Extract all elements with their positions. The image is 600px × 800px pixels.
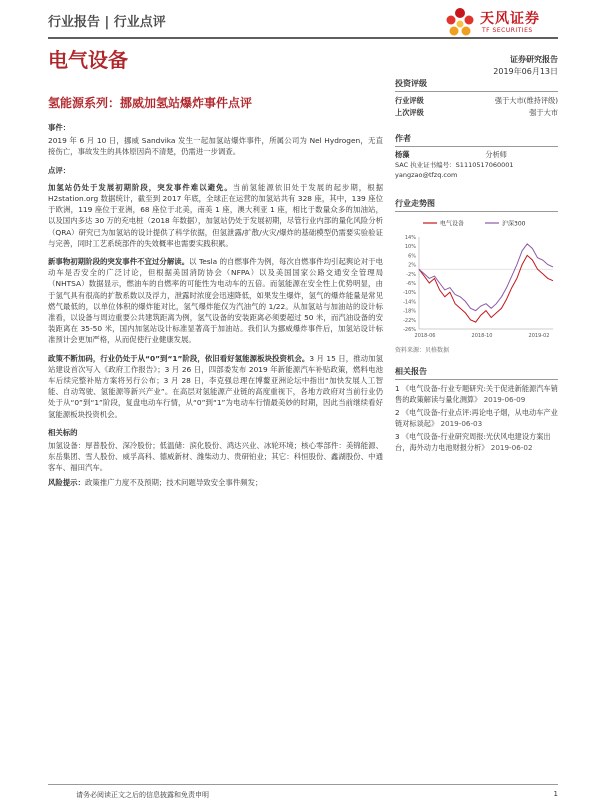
y-tick-label: -18% [403,308,416,315]
paragraph-1-lead: 加氢站仍处于发展初期阶段，突发事件难以避免。 [48,182,233,192]
report-date: 2019年06月13日 [493,67,558,76]
footer-disclaimer: 请务必阅读正文之后的信息披露和免责申明 [76,791,209,799]
rating-heading: 投资评级 [395,78,558,92]
risk-warning [48,477,383,488]
series-line [419,244,553,311]
last-rating-row [395,107,558,119]
paragraph-1-text: 当前氢能源依旧处于发展的起步期，根据 H2station.org 数据统计，截至到 2017 年底，全球正在运营的加氢站共有 328 座，其中，139 座位于欧洲，119 座位于亚洲，68 座位于北美，南美 1 座，澳大利亚 1 座，相比于数量众多的加油站，以及国内多达 30 万的充电桩（2018 年数据），加氢站仍处于发展初期，尽管行业内部的量化风险分析（QRA）研究已为加氢站的设计提供了科学依据，但氢泄露/扩散/火灾/爆炸的基础模型仍需要实验验证与完善，同时工艺系统部件的失效概率也需要实践积累。 [48,182,383,248]
author-title: 分析师 [485,150,507,159]
author-sac-number: SAC 执业证书编号：S1110517060001 [395,161,514,169]
related-report-title[interactable]: 2 《电气设备-行业点评:再论电子烟，从电动车产业链对标谈起》 [395,408,558,428]
report-title: 氢能源系列：挪威加氢站爆炸事件点评 [48,96,253,110]
last-rating-label: 上次评级 [395,108,424,117]
author-name: 杨藻 [395,150,410,159]
footer [48,784,558,799]
y-tick-label: 10% [404,244,416,251]
sidebar [395,78,558,453]
y-tick-label: -2% [406,271,416,278]
trend-chart-svg [395,215,558,343]
related-report-item[interactable] [395,383,558,405]
paragraph-3-lead: 政策不断加码，行业仍处于从“0”到“1”阶段，依旧看好氢能源板块投资机会。 [48,353,310,363]
x-tick-label: 2018-10 [471,333,493,339]
author-heading: 作者 [395,133,558,147]
related-report-date: 2019-06-03 [440,419,483,428]
industry-trend-chart [395,215,558,343]
related-reports-list [395,383,558,453]
page-number: 1 [553,790,558,798]
y-tick-label: -6% [406,281,416,287]
y-tick-label: 6% [408,253,416,260]
industry-rating-label: 行业评级 [395,96,424,105]
industry-rating-value: 强于大市(维持评级) [494,96,558,105]
chart-heading: 行业走势图 [395,198,558,212]
main-body [48,122,383,488]
last-rating-value: 强于大市 [529,108,558,117]
logo-english-name: TF SECURITIES [482,27,533,34]
logo-chinese-name: 天风证券 [480,11,540,27]
report-type: 证券研究报告 [510,55,558,64]
series-line [419,255,553,322]
paragraph-2-text: 以 Tesla 的自燃事件为例，每次自燃事件均引起舆论对于电动车是否安全的广泛讨论，但根据美国消防协会（NFPA）以及美国国家公路交通安全管理局（NHTSA）数据显示，燃油车的自燃率的可能性为电动车的五倍。而氢能源在安全性上优势明显，由于氢气具有很高的扩散系数以及浮力，泄露时浓度会迅速降低，如果发生爆炸，氢气的爆炸能量是常见燃气最低的，以单位体积的爆炸能对比，氢气爆炸能仅为汽油气的 1/22。从加氢站与加油站的设计标准看，以设备与周边重要公共建筑距离为例，氢气设备的安装距离必须要超过 50 米，而汽油设备的安装距离在 35-50 米，国内加氢站设计标准显著高于加油站。我们认为挪威爆炸事件后，加氢站设计标准预计会更加严格，从而促使行业健康发展。 [48,257,383,345]
y-tick-label: -10% [403,290,416,297]
related-report-item[interactable] [395,431,558,453]
top-header-bar [48,11,558,39]
industry-name: 电气设备 [48,48,128,72]
paragraph-2-lead: 新事物初期阶段的突发事件不宜过分解读。 [48,257,190,267]
paragraph-2 [48,256,383,346]
related-report-date: 2019-06-02 [490,443,533,452]
paragraph-3-text: 3 月 15 日，推动加氢站建设首次写入《政府工作报告》；3 月 26 日，四部委发布 2019 年新能源汽车补贴政策，燃料电池车后续完整补贴方案将另行公布；3 月 28 日，李克强总理在博鳌亚洲论坛中指出“加快发展人工智能、自动驾驶、氢能源等新兴产业”。在高层对氢能源产业链的高度重视下，各地方政府对当前行业仍处于从“0”到“1”阶段，复盘电动车行情，从“0”到“1”为电动车行情最美妙的时期，因此当前继续看好氢能源板块投资机会。 [48,353,383,419]
author-block [395,150,558,180]
industry-rating-row [395,95,558,107]
related-report-title[interactable]: 3 《电气设备-行业研究周报:光伏风电建设方案出台，海外动力电池财报分析》 [395,432,551,452]
related-stocks-heading: 相关标的 [48,427,78,437]
company-logo [444,7,562,43]
y-tick-label: 2% [408,262,416,269]
event-text: 2019 年 6 月 10 日，挪威 Sandvika 发生一起加氢站爆炸事件，所属公司为 Nel Hydrogen，无直接伤亡，事故发生的具体原因尚不清楚，仍需进一步调查。 [48,136,383,157]
legend-label: 电气设备 [440,220,465,228]
y-tick-label: -26% [403,327,416,333]
related-report-date: 2019-06-09 [483,395,526,404]
legend-label: 沪深300 [502,220,526,228]
risk-text: 政策推广力度不及预期；技术问题导致安全事件频发； [84,477,263,487]
paragraph-1 [48,182,383,249]
author-email: yangzao@tfzq.com [395,171,458,179]
report-category: 行业报告 | 行业点评 [48,15,166,30]
x-tick-label: 2018-06 [414,333,436,339]
logo-petals-icon [444,7,476,41]
event-heading: 事件： [48,123,71,132]
chart-source: 资料来源：贝格数据 [395,347,450,354]
related-report-item[interactable] [395,407,558,429]
related-report-title[interactable]: 1 《电气设备-行业专题研究:关于促进新能源汽车销售的政策解读与量化测算》 [395,384,558,404]
related-reports-heading: 相关报告 [395,366,558,380]
related-stocks-text: 加氢设备：厚普股份、深冷股份；低温储：滨化股份、鸿达兴业、冰轮环境；核心零部件：美锦能源、东岳集团、雪人股份、威孚高科、德威新材、潍柴动力、贵研铂业；其它：科恒股份、鑫湖股份、中通客车、福田汽车。 [48,441,383,473]
y-tick-label: -14% [403,299,416,306]
paragraph-3 [48,353,383,420]
comment-heading: 点评： [48,165,71,175]
risk-label: 风险提示： [48,477,85,487]
y-tick-label: 14% [404,235,416,241]
y-tick-label: -22% [403,317,416,324]
x-tick-label: 2019-02 [528,333,550,339]
